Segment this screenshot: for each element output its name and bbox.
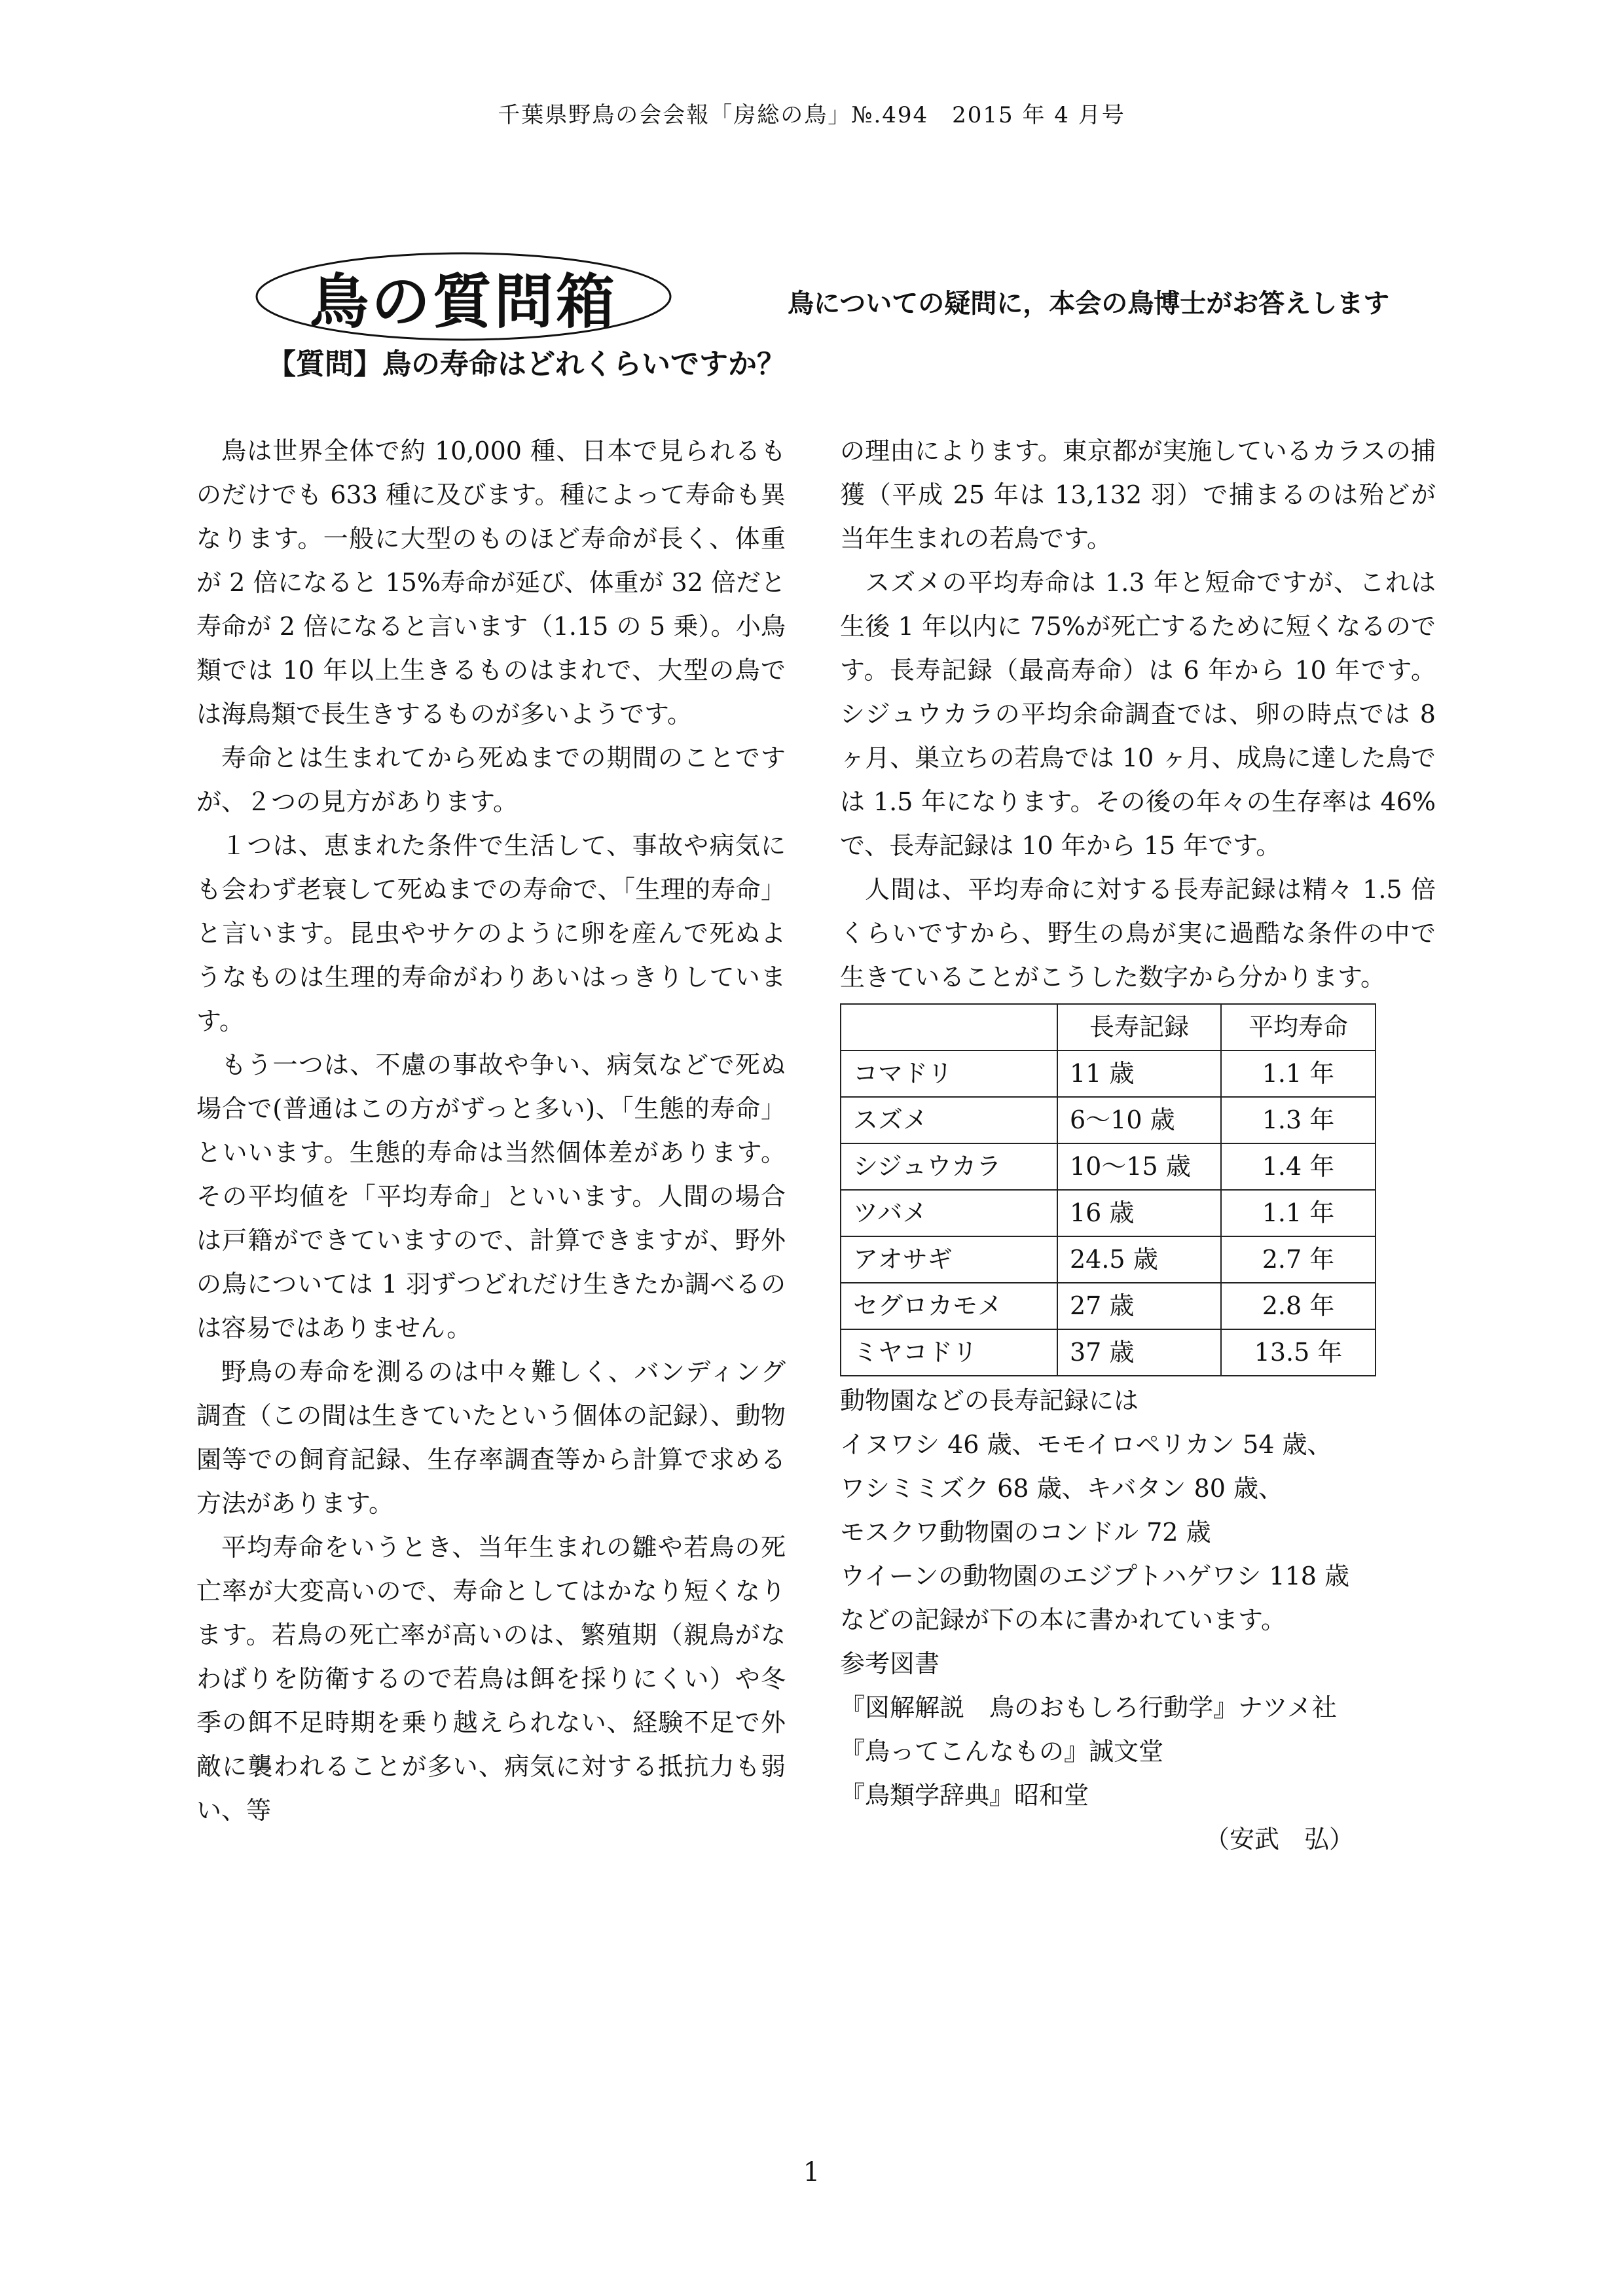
avg-lifespan-cell: 1.4 年 (1221, 1143, 1376, 1190)
page-number: 1 (803, 2157, 820, 2187)
zoo-records (840, 1379, 1436, 1642)
zoo-record-line: イヌワシ 46 歳、モモイロペリカン 54 歳、 (840, 1430, 1332, 1459)
species-cell: シジュウカラ (841, 1143, 1057, 1190)
table-row (841, 1050, 1376, 1097)
title-oval (254, 251, 673, 342)
table-header-row (841, 1004, 1376, 1050)
avg-lifespan-cell: 2.8 年 (1221, 1283, 1376, 1329)
page-header: 千葉県野鳥の会会報「房総の鳥」№.494 2015 年 4 月号 (498, 102, 1125, 128)
species-cell: スズメ (841, 1097, 1057, 1143)
reference-book: 『図解解説 鳥のおもしろ行動学』ナツメ社 (840, 1693, 1337, 1722)
paragraph: もう一つは、不慮の事故や争い、病気などで死ぬ場合で(普通はこの方がずっと多い)、「生態的寿命」といいます。生態的寿命は当然個体差があります。その平均値を「平均寿命」といいます。人間の場合は戸籍ができていますので、計算できますが、野外の鳥については 1 羽ずつどれだけ生きたか調べるのは容易ではありません。 (196, 1050, 786, 1342)
page-title: 鳥の質問箱 (310, 268, 617, 336)
paragraph: の理由によります。東京都が実施しているカラスの捕獲（平成 25 年は 13,132 羽）で捕まるのは殆どが当年生まれの若鳥です。 (840, 437, 1436, 553)
avg-lifespan-cell: 1.1 年 (1221, 1190, 1376, 1236)
paragraph: 鳥は世界全体で約 10,000 種、日本で見られるものだけでも 633 種に及びます。種によって寿命も異なります。一般に大型のものほど寿命が長く、体重が 2 倍になると 15%寿命が延び、体重が 32 倍だと寿命が 2 倍になると言います（1.15 の 5 乗）。小鳥類では 10 年以上生きるものはまれで、大型の鳥では海鳥類で長生きするものが多いようです。 (196, 437, 786, 728)
species-cell: ツバメ (841, 1190, 1057, 1236)
table-header-cell: 長寿記録 (1057, 1004, 1221, 1050)
avg-lifespan-cell: 1.1 年 (1221, 1050, 1376, 1097)
max-lifespan-cell: 37 歳 (1057, 1329, 1221, 1376)
table-row (841, 1329, 1376, 1376)
max-lifespan-cell: 27 歳 (1057, 1283, 1221, 1329)
avg-lifespan-cell: 13.5 年 (1221, 1329, 1376, 1376)
author-signature: （安武 弘） (1204, 1825, 1354, 1854)
avg-lifespan-cell: 2.7 年 (1221, 1236, 1376, 1283)
zoo-record-line: などの記録が下の本に書かれています。 (840, 1605, 1286, 1634)
table-row (841, 1236, 1376, 1283)
max-lifespan-cell: 11 歳 (1057, 1050, 1221, 1097)
right-column (840, 429, 1436, 1861)
species-cell: ミヤコドリ (841, 1329, 1057, 1376)
table-header-cell: 平均寿命 (1221, 1004, 1376, 1050)
table-header-cell (841, 1004, 1057, 1050)
species-cell: コマドリ (841, 1050, 1057, 1097)
question-heading: 【質問】鳥の寿命はどれくらいですか？ (267, 348, 786, 381)
lifespan-table (840, 1003, 1376, 1376)
zoo-record-line: ワシミミズク 68 歳、キバタン 80 歳、 (840, 1474, 1284, 1503)
table-row (841, 1190, 1376, 1236)
max-lifespan-cell: 6～10 歳 (1057, 1097, 1221, 1143)
paragraph: 平均寿命をいうとき、当年生まれの雛や若鳥の死亡率が大変高いので、寿命としてはかなり短くなります。若鳥の死亡率が高いのは、繁殖期（親鳥がなわばりを防衛するので若鳥は餌を採りにくい）や冬季の餌不足時期を乗り越えられない、経験不足で外敵に襲われることが多い、病気に対する抵抗力も弱い、等 (196, 1533, 786, 1825)
paragraph: 野鳥の寿命を測るのは中々難しく、バンディング調査（この間は生きていたという個体の記録）、動物園等での飼育記録、生存率調査等から計算で求める方法があります。 (196, 1357, 786, 1518)
avg-lifespan-cell: 1.3 年 (1221, 1097, 1376, 1143)
left-column (196, 429, 786, 1833)
reference-book: 『鳥類学辞典』昭和堂 (840, 1781, 1089, 1810)
table-row (841, 1097, 1376, 1143)
table-row (841, 1283, 1376, 1329)
tagline: 鳥についての疑問に，本会の鳥博士がお答えします (788, 289, 1390, 319)
zoo-record-line: ウイーンの動物園のエジプトハゲワシ 118 歳 (840, 1562, 1350, 1590)
table-row (841, 1143, 1376, 1190)
reference-book: 『鳥ってこんなもの』誠文堂 (840, 1737, 1164, 1766)
max-lifespan-cell: 10～15 歳 (1057, 1143, 1221, 1190)
paragraph: 寿命とは生まれてから死ぬまでの期間のことですが、２つの見方があります。 (196, 744, 786, 816)
zoo-record-line: 動物園などの長寿記録には (840, 1386, 1139, 1415)
max-lifespan-cell: 16 歳 (1057, 1190, 1221, 1236)
references (840, 1642, 1436, 1818)
paragraph: 人間は、平均寿命に対する長寿記録は精々 1.5 倍くらいですから、野生の鳥が実に過酷な条件の中で生きていることがこうした数字から分かります。 (840, 875, 1436, 992)
max-lifespan-cell: 24.5 歳 (1057, 1236, 1221, 1283)
zoo-record-line: モスクワ動物園のコンドル 72 歳 (840, 1518, 1211, 1547)
references-heading: 参考図書 (840, 1649, 940, 1678)
species-cell: セグロカモメ (841, 1283, 1057, 1329)
paragraph: スズメの平均寿命は 1.3 年と短命ですが、これは生後 1 年以内に 75%が死亡するために短くなるのです。長寿記録（最高寿命）は 6 年から 10 年です。シジュウカラの平均余命調査では、卵の時点では 8 ヶ月、巣立ちの若鳥では 10 ヶ月、成鳥に達した鳥では 1.5 年になります。その後の年々の生存率は 46%で、長寿記録は 10 年から 15 年です。 (840, 568, 1436, 860)
species-cell: アオサギ (841, 1236, 1057, 1283)
paragraph: １つは、恵まれた条件で生活して、事故や病気にも会わず老衰して死ぬまでの寿命で、「生理的寿命」と言います。昆虫やサケのように卵を産んで死ぬようなものは生理的寿命がわりあいはっきりしています。 (196, 831, 786, 1035)
